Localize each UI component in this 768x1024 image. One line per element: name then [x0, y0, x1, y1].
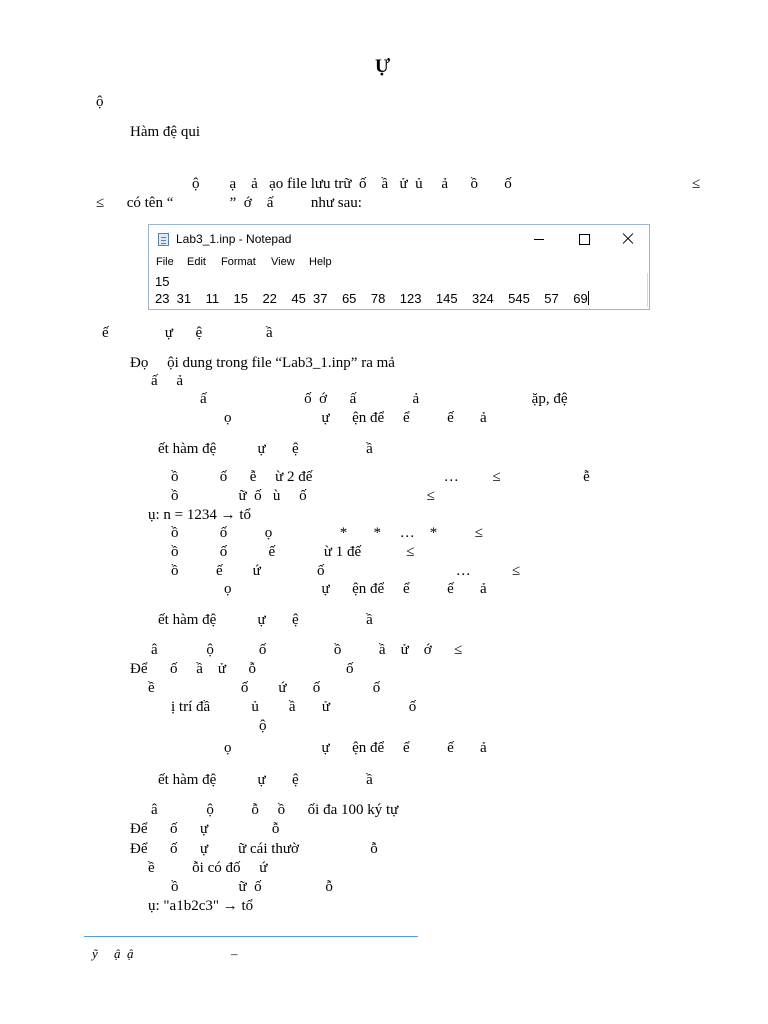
menu-view: View — [271, 256, 295, 268]
body-line: ồ ữ ố ù ố ≤ — [171, 488, 435, 504]
body-line: â ộ ỗ ồ ối đa 100 ký tự — [151, 802, 399, 818]
body-line: ết hàm đệ ự ệ ầ — [158, 772, 373, 788]
notepad-window-screenshot — [148, 224, 650, 310]
notepad-menubar — [149, 256, 649, 272]
minimize-icon — [524, 229, 554, 249]
menu-help: Help — [309, 256, 332, 268]
close-icon — [613, 229, 643, 249]
menu-format: Format — [221, 256, 256, 268]
body-line: ồ ữ ố ỗ — [171, 879, 333, 895]
notepad-scrollbar-edge — [647, 273, 648, 307]
body-line: Để ố ầ ử ỗ ố — [130, 661, 354, 677]
notepad-line-2-text: 23 31 11 15 22 45 37 65 78 123 145 324 545 57 69 — [155, 291, 588, 306]
body-line: ị trí đầ ủ ầ ử ố — [171, 699, 417, 715]
notepad-file-icon — [158, 233, 169, 246]
body-line: ụ: n = 1234 → tổ — [148, 507, 252, 523]
body-line: â ộ ố ồ ầ ử ớ ≤ — [151, 642, 463, 658]
body-line: Đọ ội dung trong file “Lab3_1.inp” ra mả — [130, 355, 395, 371]
body-line: ề ố ứ ố ố — [148, 680, 381, 696]
notepad-titlebar — [149, 225, 649, 253]
body-line: ụ: "a1b2c3" → tổ — [148, 898, 254, 914]
body-line: Hàm đệ qui — [130, 124, 200, 140]
body-line: ồ ố ễ ừ 2 đế … ≤ ễ — [171, 469, 590, 485]
notepad-title: Lab3_1.inp - Notepad — [176, 232, 292, 246]
body-line: ết hàm đệ ự ệ ầ — [158, 441, 373, 457]
body-line: ộ — [259, 718, 267, 734]
page-title: Ự — [375, 56, 391, 77]
body-line: ết hàm đệ ự ệ ầ — [158, 612, 373, 628]
notepad-line-1: 15 — [155, 274, 170, 289]
body-line: ề ỗi có đố ứ — [148, 860, 268, 876]
body-line: ấ ố ớ ấ ả ặp, đệ — [200, 391, 568, 407]
body-line: ồ ế ứ ố … ≤ — [171, 563, 521, 579]
footer-rule — [84, 936, 418, 937]
body-line: ≤ — [692, 176, 701, 192]
body-line: ấ ả — [151, 373, 184, 389]
body-line: ế ự ệ ầ — [102, 325, 273, 341]
body-line: ộ — [96, 94, 104, 110]
notepad-text-content — [155, 273, 589, 307]
maximize-icon — [569, 229, 599, 249]
body-line: ọ ự ện để ể ế ả — [224, 410, 487, 426]
footer-text: ỹ ậ ậ – — [92, 946, 238, 961]
text-caret — [588, 291, 589, 305]
body-line: ồ ố ế ừ 1 đế ≤ — [171, 544, 415, 560]
body-line: ồ ố ọ * * … * ≤ — [171, 525, 483, 541]
body-line: ọ ự ện để ể ế ả — [224, 581, 487, 597]
notepad-line-2 — [155, 290, 589, 307]
body-line: ộ ạ ả ạo file lưu trữ ố ầ ử ủ ả ồ ố — [192, 176, 512, 192]
body-line: ọ ự ện để ể ế ả — [224, 740, 487, 756]
body-line: ≤ có tên “ ” ớ ấ như sau: — [96, 195, 362, 211]
menu-file: File — [156, 256, 174, 268]
body-line: Để ố ự ữ cái thườ ỗ — [130, 841, 378, 857]
body-line: Để ố ự ỗ — [130, 821, 280, 837]
menu-edit: Edit — [187, 256, 206, 268]
